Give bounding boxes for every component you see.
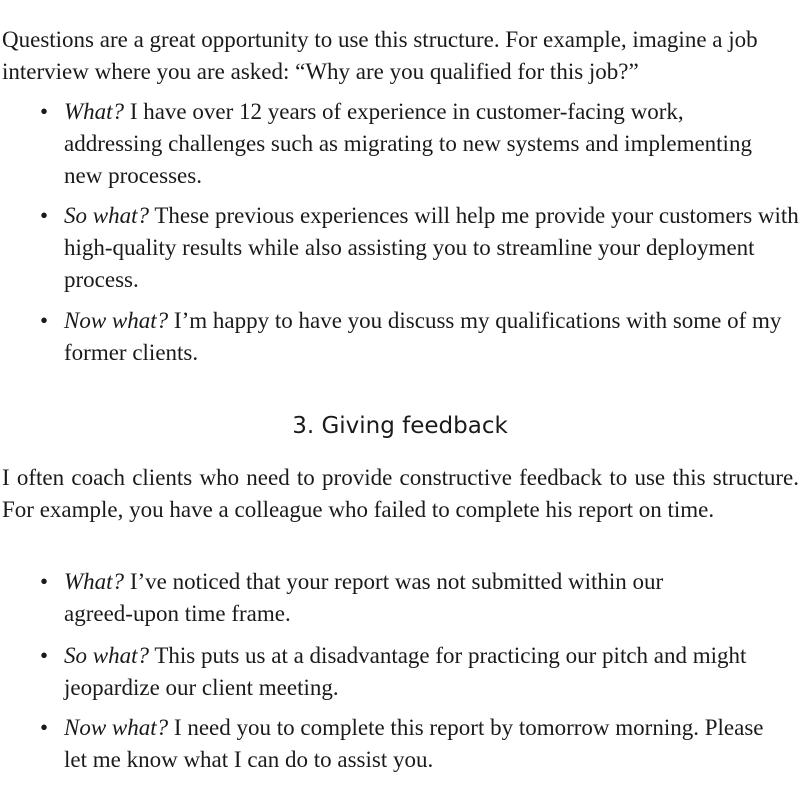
bullet-dot: • [40,569,49,594]
list-item-text: This puts us at a disadvantage for practicing our pitch and might jeopardize our client meeting. [64,643,747,700]
bullet-dot: • [40,643,49,668]
list-item-lead: What? [64,569,125,594]
list-item-text: I’ve noticed that your report was not submitted within our agreed-upon time frame. [64,569,664,626]
list-item-now-what [40,712,774,776]
list-item-lead: What? [64,99,125,124]
list-item-lead: So what? [64,203,149,228]
list-item-lead: So what? [64,643,149,668]
bullet-dot: • [40,203,49,228]
list-item-what [40,566,734,630]
bullet-dot: • [40,715,49,740]
list-item-text: I have over 12 years of experience in customer-facing work, addressing challenges such as migrating to new systems and implementing new processes. [64,99,752,188]
list-item-so-what [40,640,754,704]
list-item-lead: Now what? [64,308,169,333]
list-item-lead: Now what? [64,715,169,740]
section-heading: 3. Giving feedback [292,413,508,439]
intro-paragraph: Questions are a great opportunity to use this structure. For example, imagine a job interview where you are asked: “Why are you qualified for this job?” [2,27,758,84]
bullet-dot: • [40,99,49,124]
feedback-paragraph: I often coach clients who need to provide constructive feedback to use this structure. For example, you have a colleague who failed to complete his report on time. [2,465,799,522]
list-item-now-what [40,305,799,369]
list-item-so-what [40,200,799,296]
bullet-dot: • [40,308,49,333]
list-item-text: I need you to complete this report by tomorrow morning. Please let me know what I can do to assist you. [64,715,764,772]
list-item-text: I’m happy to have you discuss my qualifications with some of my former clients. [64,308,782,365]
list-item-what [40,96,764,192]
list-item-text: These previous experiences will help me provide your customers with high-quality results while also assisting you to streamline your deployment process. [64,203,799,292]
